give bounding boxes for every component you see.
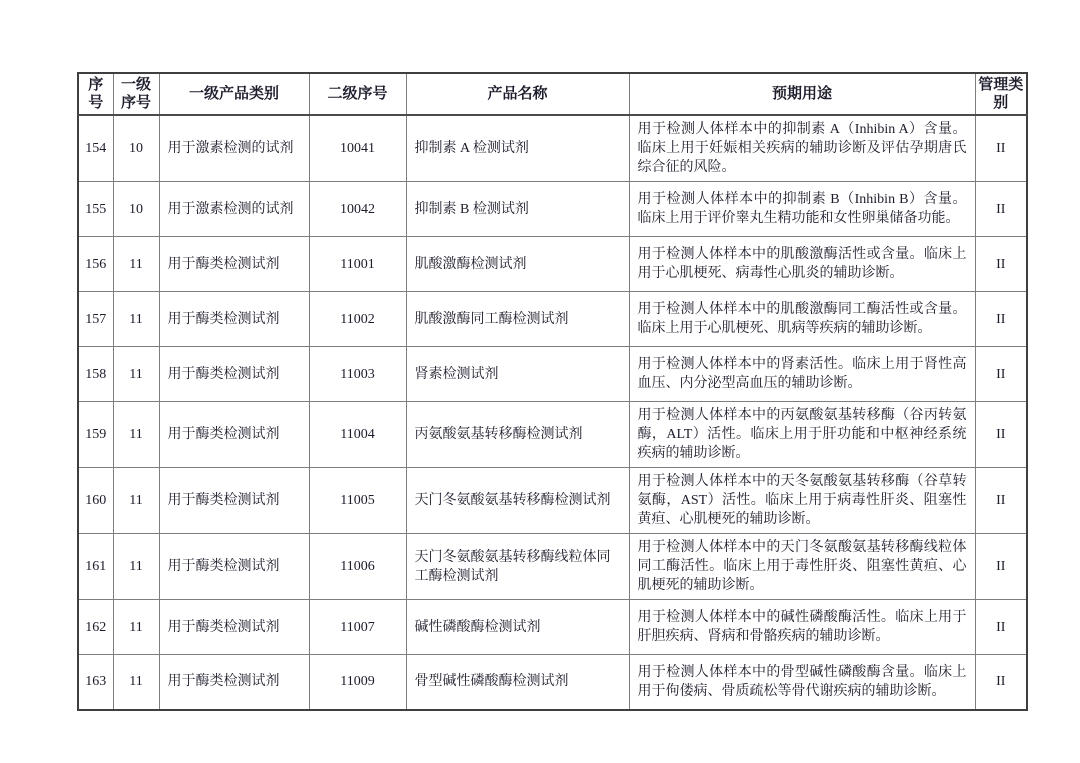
table-row xyxy=(78,600,1027,655)
column-header-level2-no: 二级序号 xyxy=(309,73,406,115)
cell-level2-no: 11004 xyxy=(309,402,406,468)
cell-level2-no: 11003 xyxy=(309,347,406,402)
cell-mgmt-class: II xyxy=(975,347,1027,402)
column-header-product-name: 产品名称 xyxy=(406,73,629,115)
cell-level1-category: 用于激素检测的试剂 xyxy=(159,115,309,182)
cell-level2-no: 11001 xyxy=(309,237,406,292)
cell-product-name: 肾素检测试剂 xyxy=(406,347,629,402)
cell-level1-no: 10 xyxy=(113,115,159,182)
cell-intended-use: 用于检测人体样本中的碱性磷酸酶活性。临床上用于肝胆疾病、肾病和骨骼疾病的辅助诊断。 xyxy=(629,600,975,655)
cell-product-name: 碱性磷酸酶检测试剂 xyxy=(406,600,629,655)
cell-product-name: 丙氨酸氨基转移酶检测试剂 xyxy=(406,402,629,468)
table-row xyxy=(78,655,1027,710)
column-header-level1-category: 一级产品类别 xyxy=(159,73,309,115)
cell-level1-no: 11 xyxy=(113,237,159,292)
cell-serial-no: 156 xyxy=(78,237,113,292)
column-header-intended-use: 预期用途 xyxy=(629,73,975,115)
cell-intended-use: 用于检测人体样本中的肌酸激酶活性或含量。临床上用于心肌梗死、病毒性心肌炎的辅助诊断。 xyxy=(629,237,975,292)
cell-serial-no: 154 xyxy=(78,115,113,182)
cell-intended-use: 用于检测人体样本中的抑制素 A（Inhibin A）含量。临床上用于妊娠相关疾病的辅助诊断及评估孕期唐氏综合征的风险。 xyxy=(629,115,975,182)
cell-level2-no: 10042 xyxy=(309,182,406,237)
cell-serial-no: 160 xyxy=(78,468,113,534)
cell-intended-use: 用于检测人体样本中的抑制素 B（Inhibin B）含量。临床上用于评价睾丸生精功能和女性卵巢储备功能。 xyxy=(629,182,975,237)
cell-level1-category: 用于酶类检测试剂 xyxy=(159,655,309,710)
cell-level2-no: 11002 xyxy=(309,292,406,347)
cell-level1-category: 用于酶类检测试剂 xyxy=(159,237,309,292)
cell-product-name: 肌酸激酶同工酶检测试剂 xyxy=(406,292,629,347)
cell-intended-use: 用于检测人体样本中的丙氨酸氨基转移酶（谷丙转氨酶，ALT）活性。临床上用于肝功能和中枢神经系统疾病的辅助诊断。 xyxy=(629,402,975,468)
cell-level1-category: 用于酶类检测试剂 xyxy=(159,292,309,347)
cell-level1-category: 用于激素检测的试剂 xyxy=(159,182,309,237)
cell-level1-category: 用于酶类检测试剂 xyxy=(159,402,309,468)
cell-mgmt-class: II xyxy=(975,600,1027,655)
cell-product-name: 抑制素 B 检测试剂 xyxy=(406,182,629,237)
cell-product-name: 天门冬氨酸氨基转移酶线粒体同工酶检测试剂 xyxy=(406,534,629,600)
table-row xyxy=(78,292,1027,347)
cell-level1-category: 用于酶类检测试剂 xyxy=(159,534,309,600)
cell-product-name: 骨型碱性磷酸酶检测试剂 xyxy=(406,655,629,710)
product-catalog-table xyxy=(77,72,1028,711)
cell-product-name: 天门冬氨酸氨基转移酶检测试剂 xyxy=(406,468,629,534)
table-row xyxy=(78,347,1027,402)
cell-mgmt-class: II xyxy=(975,292,1027,347)
cell-mgmt-class: II xyxy=(975,534,1027,600)
cell-level1-no: 11 xyxy=(113,292,159,347)
cell-mgmt-class: II xyxy=(975,468,1027,534)
cell-mgmt-class: II xyxy=(975,115,1027,182)
table-row xyxy=(78,115,1027,182)
cell-level1-category: 用于酶类检测试剂 xyxy=(159,600,309,655)
cell-serial-no: 159 xyxy=(78,402,113,468)
cell-level1-no: 11 xyxy=(113,347,159,402)
cell-level1-no: 11 xyxy=(113,402,159,468)
cell-serial-no: 161 xyxy=(78,534,113,600)
cell-level1-no: 11 xyxy=(113,600,159,655)
cell-level2-no: 11005 xyxy=(309,468,406,534)
cell-mgmt-class: II xyxy=(975,237,1027,292)
cell-intended-use: 用于检测人体样本中的天冬氨酸氨基转移酶（谷草转氨酶，AST）活性。临床上用于病毒性肝炎、阻塞性黄疸、心肌梗死的辅助诊断。 xyxy=(629,468,975,534)
column-header-serial-no: 序号 xyxy=(78,73,113,115)
cell-intended-use: 用于检测人体样本中的肌酸激酶同工酶活性或含量。临床上用于心肌梗死、肌病等疾病的辅助诊断。 xyxy=(629,292,975,347)
cell-level1-category: 用于酶类检测试剂 xyxy=(159,347,309,402)
column-header-mgmt-class: 管理类别 xyxy=(975,73,1027,115)
cell-level1-category: 用于酶类检测试剂 xyxy=(159,468,309,534)
table-row xyxy=(78,182,1027,237)
cell-intended-use: 用于检测人体样本中的肾素活性。临床上用于肾性高血压、内分泌型高血压的辅助诊断。 xyxy=(629,347,975,402)
cell-level2-no: 11006 xyxy=(309,534,406,600)
cell-level1-no: 11 xyxy=(113,468,159,534)
table-row xyxy=(78,468,1027,534)
cell-level1-no: 11 xyxy=(113,534,159,600)
table-header-row xyxy=(78,73,1027,115)
cell-product-name: 肌酸激酶检测试剂 xyxy=(406,237,629,292)
cell-level1-no: 11 xyxy=(113,655,159,710)
cell-intended-use: 用于检测人体样本中的骨型碱性磷酸酶含量。临床上用于佝偻病、骨质疏松等骨代谢疾病的辅助诊断。 xyxy=(629,655,975,710)
table-row xyxy=(78,237,1027,292)
cell-serial-no: 163 xyxy=(78,655,113,710)
cell-level2-no: 10041 xyxy=(309,115,406,182)
table-row xyxy=(78,534,1027,600)
cell-mgmt-class: II xyxy=(975,182,1027,237)
cell-mgmt-class: II xyxy=(975,655,1027,710)
cell-serial-no: 158 xyxy=(78,347,113,402)
table-row xyxy=(78,402,1027,468)
cell-serial-no: 157 xyxy=(78,292,113,347)
cell-mgmt-class: II xyxy=(975,402,1027,468)
cell-product-name: 抑制素 A 检测试剂 xyxy=(406,115,629,182)
cell-level2-no: 11007 xyxy=(309,600,406,655)
cell-serial-no: 162 xyxy=(78,600,113,655)
cell-serial-no: 155 xyxy=(78,182,113,237)
cell-level1-no: 10 xyxy=(113,182,159,237)
cell-intended-use: 用于检测人体样本中的天门冬氨酸氨基转移酶线粒体同工酶活性。临床上用于毒性肝炎、阻塞性黄疸、心肌梗死的辅助诊断。 xyxy=(629,534,975,600)
cell-level2-no: 11009 xyxy=(309,655,406,710)
column-header-level1-no: 一级序号 xyxy=(113,73,159,115)
